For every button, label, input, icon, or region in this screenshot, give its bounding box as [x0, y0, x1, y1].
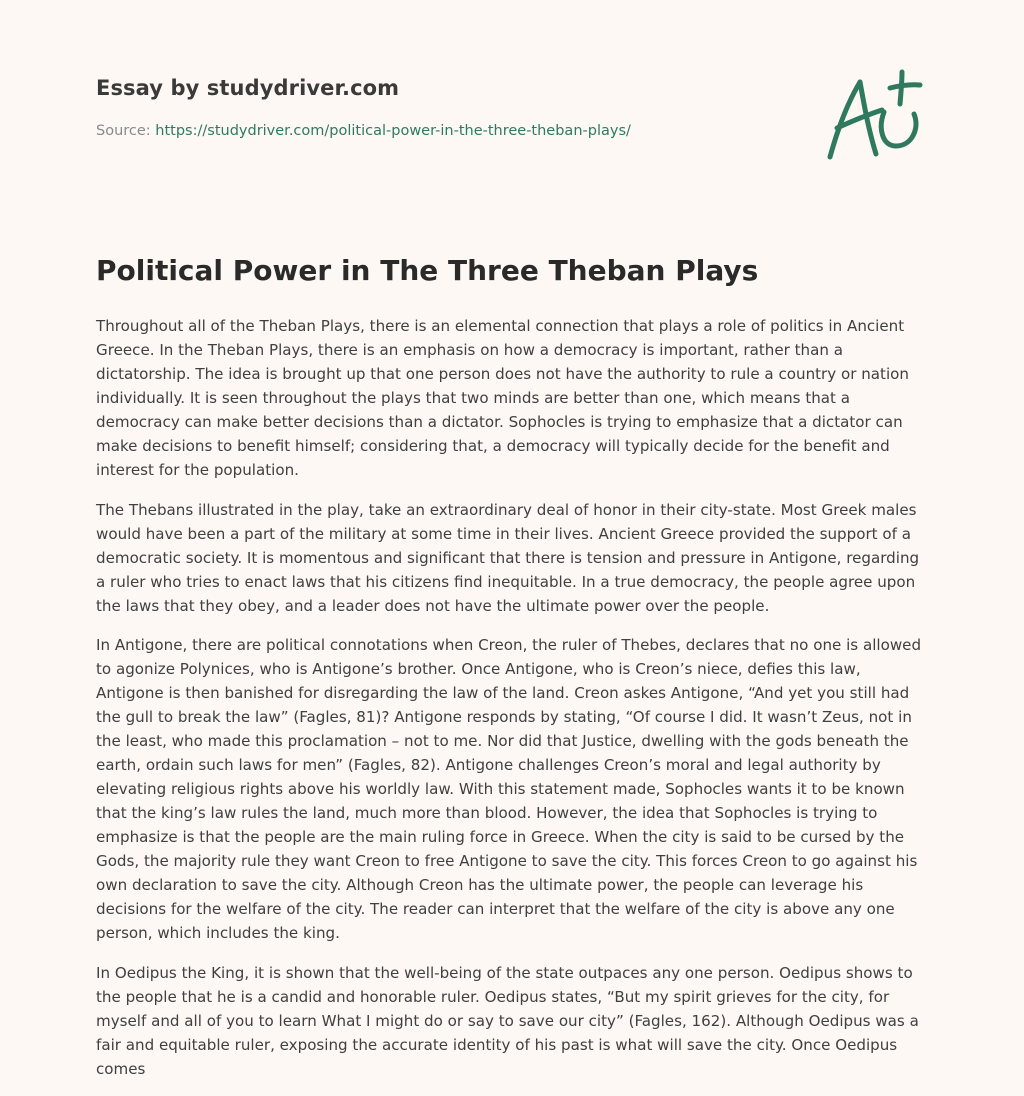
- source-link[interactable]: https://studydriver.com/political-power-in-the-three-theban-plays/: [155, 123, 631, 139]
- source-label: Source:: [96, 123, 151, 139]
- essay-paragraph: Throughout all of the Theban Plays, there is an elemental connection that plays a role of politics in Ancient Greece. In the Theban Plays, there is an emphasis on how a democracy is important, rather than a dictatorship. The idea is brought up that one person does not have the authority to rule a country or nation individually. It is seen throughout the plays that two minds are better than one, which means that a democracy can make better decisions than a dictator. Sophocles is trying to emphasize that a dictator can make decisions to benefit himself; considering that, a democracy will typically decide for the benefit and interest for the population.: [96, 317, 909, 479]
- site-title: Essay by studydriver.com: [96, 76, 400, 100]
- essay-title: Political Power in The Three Theban Plays: [96, 254, 759, 287]
- essay-paragraph: In Oedipus the King, it is shown that the well-being of the state outpaces any one person. Oedipus shows to the people that he is a candid and honorable ruler. Oedipus states, “But my spirit grieves for the city, for myself and all of you to learn What I might do or say to save our city” (Fagles, 162). Although Oedipus was a fair and equitable ruler, exposing the accurate identity of his past is what will save the city. Once Oedipus comes: [96, 963, 919, 1078]
- essay-body: [96, 314, 926, 1096]
- source-line: [96, 123, 631, 139]
- a-plus-logo-icon: [820, 66, 930, 166]
- essay-paragraph: The Thebans illustrated in the play, take an extraordinary deal of honor in their city-state. Most Greek males would have been a part of the military at some time in their lives. Ancient Greece provided the support of a democratic society. It is momentous and significant that there is tension and pressure in Antigone, regarding a ruler who tries to enact laws that his citizens find inequitable. In a true democracy, the people agree upon the laws that they obey, and a leader does not have the ultimate power over the people.: [96, 500, 920, 615]
- essay-paragraph: In Antigone, there are political connotations when Creon, the ruler of Thebes, declares that no one is allowed to agonize Polynices, who is Antigone’s brother. Once Antigone, who is Creon’s niece, defies this law, Antigone is then banished for disregarding the law of the land. Creon askes Antigone, “And yet you still had the gull to break the law” (Fagles, 81)? Antigone responds by stating, “Of course I did. It wasn’t Zeus, not in the least, who made this proclamation – not to me. Nor did that Justice, dwelling with the gods beneath the earth, ordain such laws for men” (Fagles, 82). Antigone challenges Creon’s moral and legal authority by elevating religious rights above his worldly law. With this statement made, Sophocles wants it to be known that the king’s law rules the land, much more than blood. However, the idea that Sophocles is trying to emphasize is that the people are the main ruling force in Greece. When the city is said to be cursed by the Gods, the majority rule they want Creon to free Antigone to save the city. This forces Creon to go against his own declaration to save the city. Although Creon has the ultimate power, the people can leverage his decisions for the welfare of the city. The reader can interpret that the welfare of the city is above any one person, which includes the king.: [96, 636, 922, 942]
